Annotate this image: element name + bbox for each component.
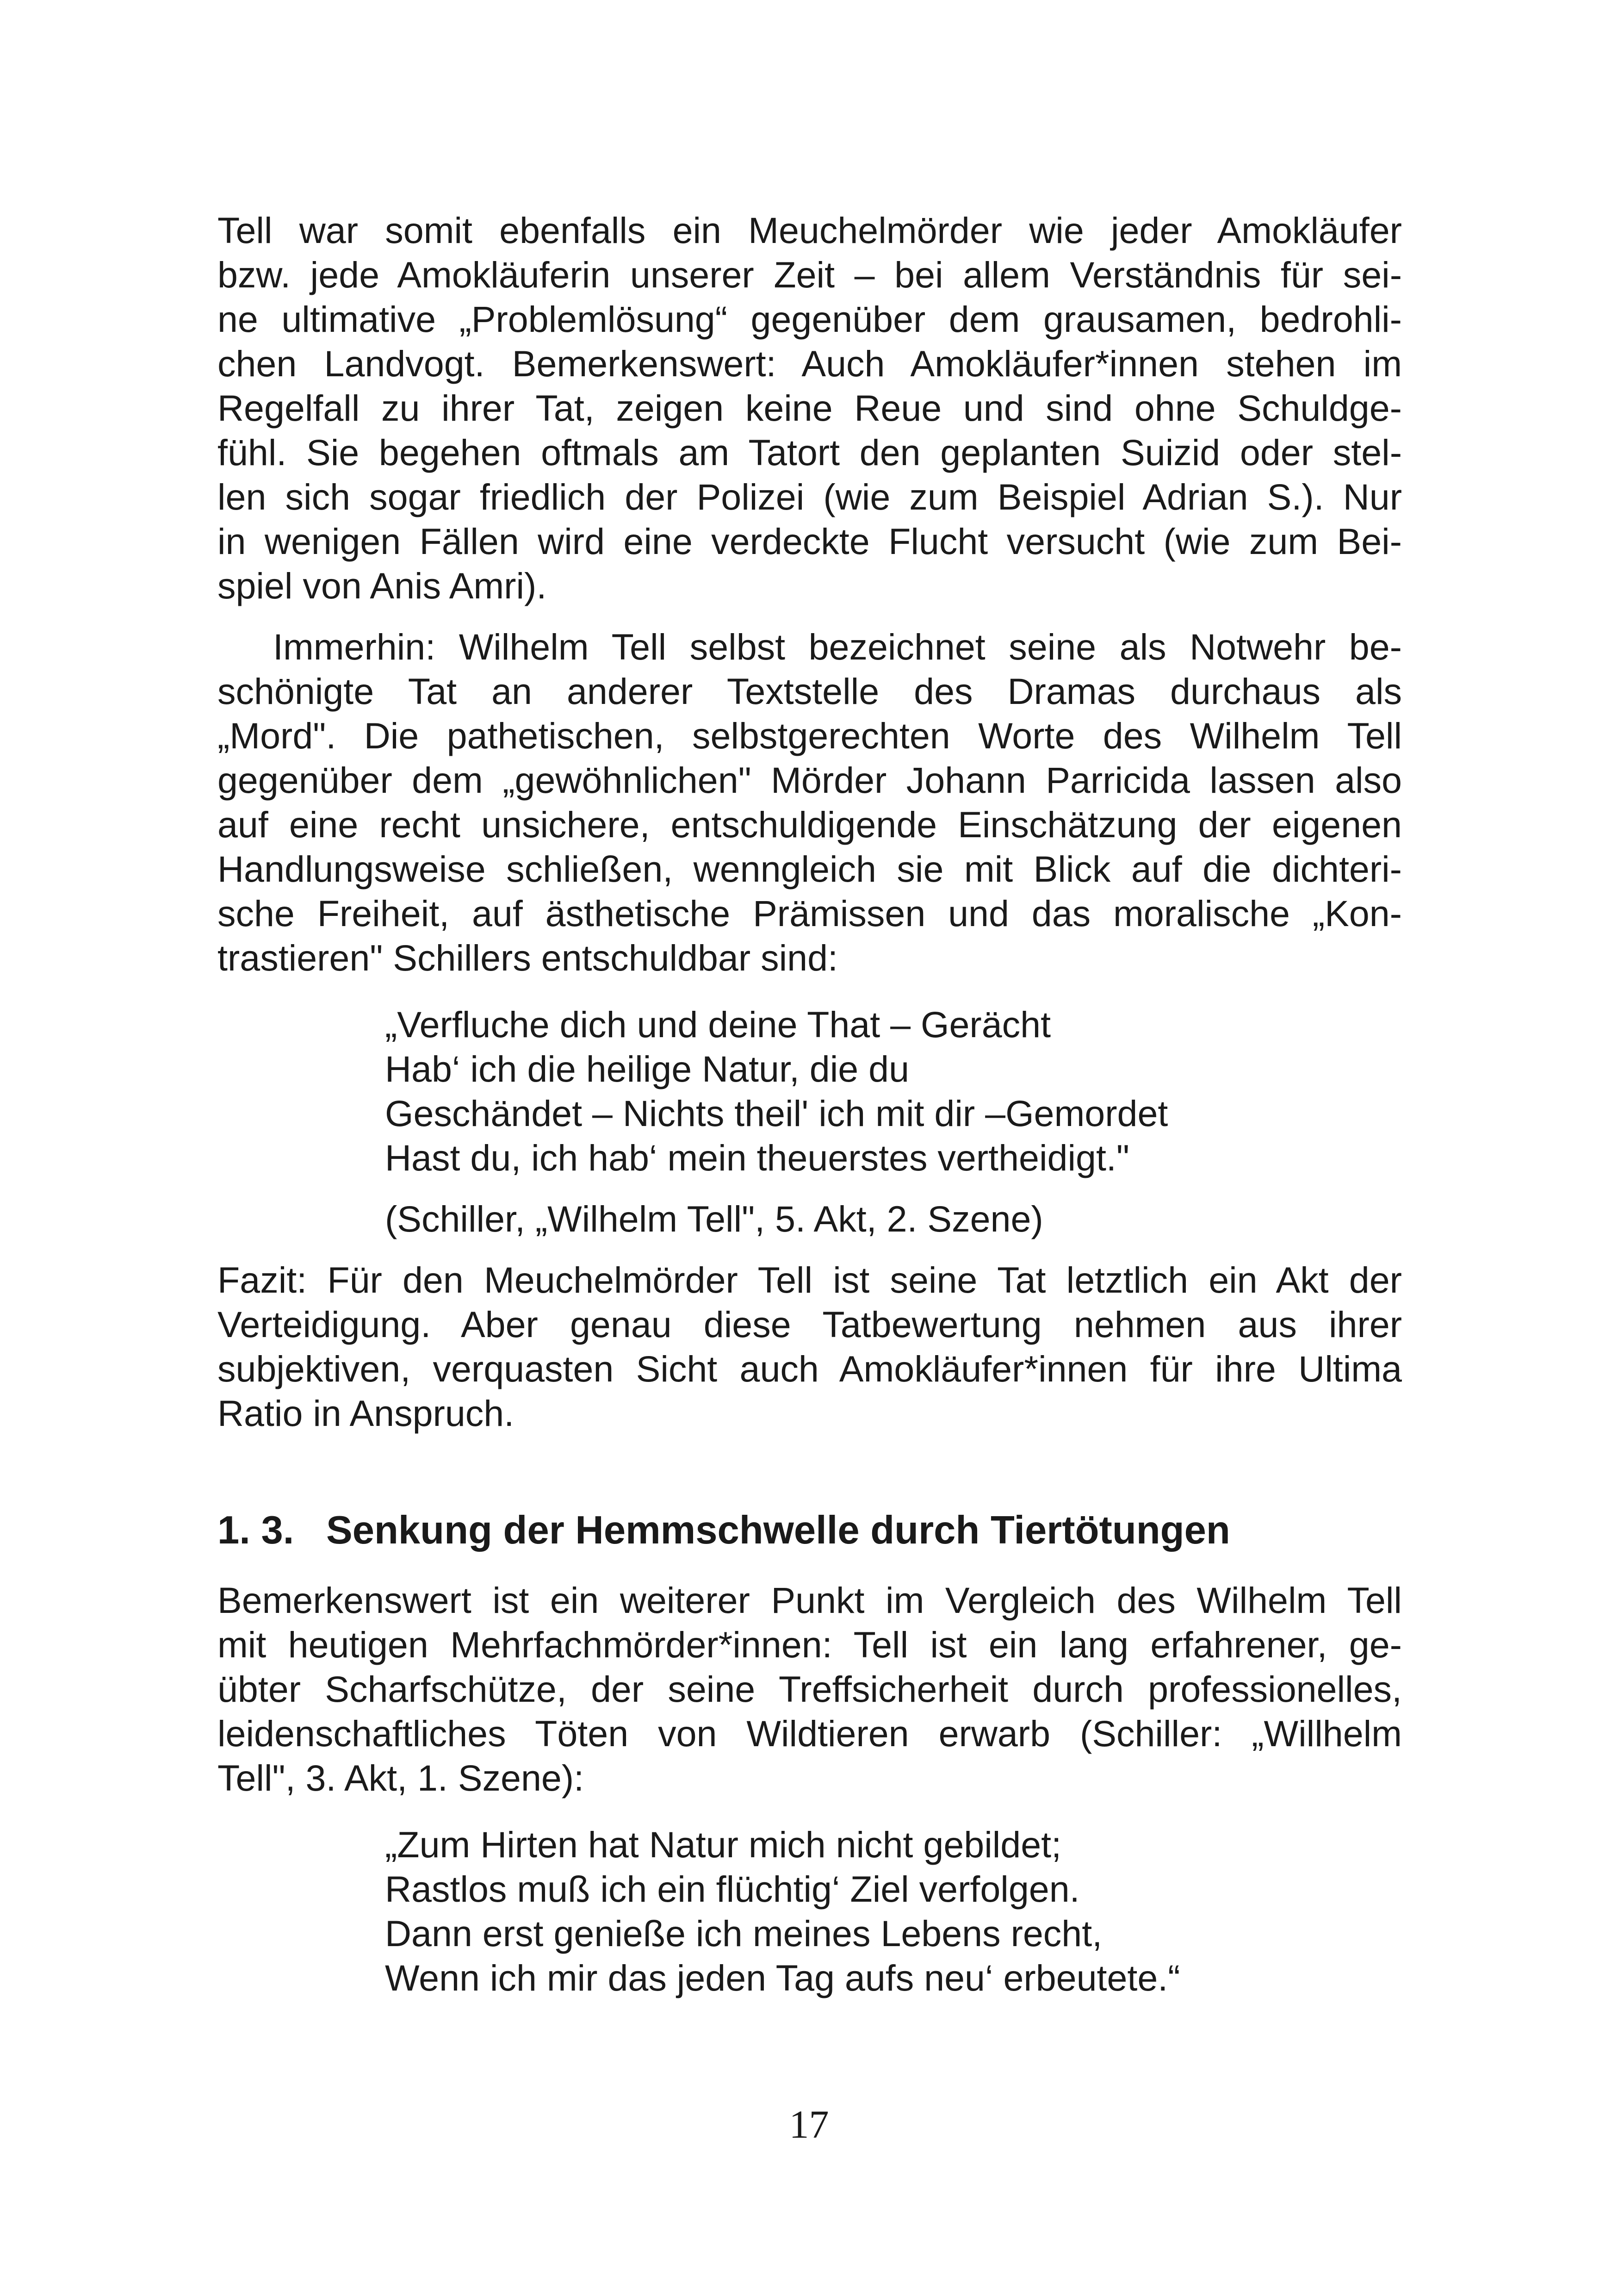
text-line: Handlungsweise schließen, wenngleich sie mit Blick auf die dichteri-	[217, 848, 1402, 890]
text-line: „Mord". Die pathetischen, selbstgerechten Worte des Wilhelm Tell	[217, 715, 1402, 756]
verse-line: Wenn ich mir das jeden Tag aufs neu‘ erbeutete.“	[385, 1957, 1180, 1998]
section-number: 1. 3.	[217, 1508, 294, 1552]
text-line: mit heutigen Mehrfachmörder*innen: Tell ist ein lang erfahrener, ge-	[217, 1624, 1402, 1665]
verse-line: Hast du, ich hab‘ mein theuerstes vertheidigt."	[385, 1137, 1129, 1178]
text-line: ne ultimative „Problemlösung“ gegenüber dem grausamen, bedrohli-	[217, 299, 1402, 340]
text-line: trastieren" Schillers entschuldbar sind:	[217, 937, 838, 978]
paragraph-fazit	[217, 1258, 1402, 1436]
paragraph-tell-meuchelmoerder	[217, 208, 1402, 608]
text-line: in wenigen Fällen wird eine verdeckte Flucht versucht (wie zum Bei-	[217, 521, 1402, 562]
text-line: subjektiven, verquasten Sicht auch Amokläufer*innen für ihre Ultima	[217, 1348, 1402, 1389]
text-line: Regelfall zu ihrer Tat, zeigen keine Reue und sind ohne Schuldge-	[217, 387, 1402, 429]
section-title: Senkung der Hemmschwelle durch Tiertötungen	[326, 1508, 1230, 1552]
section-heading	[217, 1505, 1402, 1556]
text-line: Ratio in Anspruch.	[217, 1393, 515, 1434]
text-line: gegenüber dem „gewöhnlichen" Mörder Johann Parricida lassen also	[217, 759, 1402, 801]
verse-quote-schiller	[385, 1002, 1402, 1180]
verse-line: Geschändet – Nichts theil' ich mit dir –Gemordet	[385, 1093, 1168, 1134]
text-line: spiel von Anis Amri).	[217, 565, 547, 606]
verse-line: „Zum Hirten hat Natur mich nicht gebildet;	[385, 1824, 1062, 1865]
text-line: Immerhin: Wilhelm Tell selbst bezeichnet seine als Notwehr be-	[273, 626, 1402, 667]
text-line: übter Scharfschütze, der seine Treffsicherheit durch professionelles,	[217, 1668, 1402, 1710]
verse-citation: (Schiller, „Wilhelm Tell", 5. Akt, 2. Szene)	[385, 1198, 1043, 1239]
text-line: schönigte Tat an anderer Textstelle des Dramas durchaus als	[217, 671, 1402, 712]
text-line: fühl. Sie begehen oftmals am Tatort den geplanten Suizid oder stel-	[217, 432, 1402, 473]
verse-quote-hirten	[385, 1823, 1402, 2000]
page-number: 17	[789, 2102, 829, 2147]
text-line: len sich sogar friedlich der Polizei (wie zum Beispiel Adrian S.). Nur	[217, 476, 1402, 517]
text-line: chen Landvogt. Bemerkenswert: Auch Amokläufer*innen stehen im	[217, 343, 1402, 384]
text-line: Bemerkenswert ist ein weiterer Punkt im Vergleich des Wilhelm Tell	[217, 1580, 1402, 1621]
text-line: Verteidigung. Aber genau diese Tatbewertung nehmen aus ihrer	[217, 1304, 1402, 1345]
page-body	[217, 208, 1402, 2000]
text-line: auf eine recht unsichere, entschuldigende Einschätzung der eigenen	[217, 804, 1402, 845]
text-line: leidenschaftliches Töten von Wildtieren erwarb (Schiller: „Willhelm	[217, 1713, 1402, 1754]
verse-line: „Verfluche dich und deine That – Gerächt	[385, 1004, 1051, 1045]
text-line: sche Freiheit, auf ästhetische Prämissen und das moralische „Kon-	[217, 893, 1402, 934]
paragraph-immerhin	[217, 625, 1402, 980]
text-line: bzw. jede Amokläuferin unserer Zeit – bei allem Verständnis für sei-	[217, 254, 1402, 295]
text-line: Tell", 3. Akt, 1. Szene):	[217, 1757, 584, 1798]
paragraph-bemerkenswert	[217, 1578, 1402, 1800]
verse-line: Hab‘ ich die heilige Natur, die du	[385, 1048, 910, 1089]
text-line: Tell war somit ebenfalls ein Meuchelmörder wie jeder Amokläufer	[217, 210, 1402, 251]
verse-line: Dann erst genieße ich meines Lebens recht,	[385, 1913, 1103, 1954]
text-line: Fazit: Für den Meuchelmörder Tell ist seine Tat letztlich ein Akt der	[217, 1259, 1402, 1300]
verse-line: Rastlos muß ich ein flüchtig‘ Ziel verfolgen.	[385, 1868, 1080, 1910]
